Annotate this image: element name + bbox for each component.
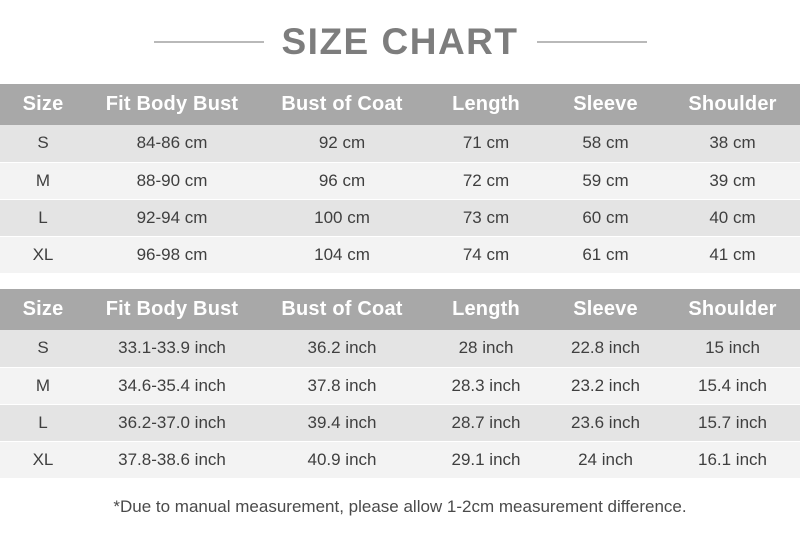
cell-length: 71 cm (426, 125, 546, 162)
table-row (0, 125, 800, 162)
cell-bust-of-coat: 36.2 inch (258, 330, 426, 367)
column-header-shoulder: Shoulder (665, 84, 800, 125)
measurement-footnote: *Due to manual measurement, please allow 1-2cm measurement difference. (113, 497, 687, 516)
cell-fit-body-bust: 36.2-37.0 inch (86, 404, 258, 441)
cell-sleeve: 23.2 inch (546, 367, 665, 404)
table-row (0, 367, 800, 404)
cell-size: L (0, 404, 86, 441)
table-row (0, 404, 800, 441)
cell-sleeve: 58 cm (546, 125, 665, 162)
column-header-fit-body-bust: Fit Body Bust (86, 289, 258, 330)
table-header-row (0, 289, 800, 330)
size-table-cm (0, 84, 800, 273)
cell-length: 28.7 inch (426, 404, 546, 441)
column-header-bust-of-coat: Bust of Coat (258, 289, 426, 330)
cell-bust-of-coat: 100 cm (258, 199, 426, 236)
page-title-row (0, 0, 800, 84)
title-rule-right (537, 41, 647, 43)
size-table-cm-head (0, 84, 800, 125)
cell-size: L (0, 199, 86, 236)
cell-bust-of-coat: 96 cm (258, 162, 426, 199)
cell-shoulder: 15.4 inch (665, 367, 800, 404)
cell-size: S (0, 330, 86, 367)
size-table-inch-body (0, 330, 800, 478)
cell-size: M (0, 367, 86, 404)
table-header-row (0, 84, 800, 125)
cell-shoulder: 15.7 inch (665, 404, 800, 441)
cell-size: XL (0, 236, 86, 273)
cell-fit-body-bust: 96-98 cm (86, 236, 258, 273)
column-header-length: Length (426, 84, 546, 125)
table-row (0, 162, 800, 199)
page-title: SIZE CHART (281, 21, 519, 62)
cell-shoulder: 40 cm (665, 199, 800, 236)
cell-length: 28 inch (426, 330, 546, 367)
column-header-shoulder: Shoulder (665, 289, 800, 330)
size-table-inch-block (0, 289, 800, 478)
cell-sleeve: 22.8 inch (546, 330, 665, 367)
cell-fit-body-bust: 84-86 cm (86, 125, 258, 162)
cell-length: 29.1 inch (426, 441, 546, 478)
cell-bust-of-coat: 104 cm (258, 236, 426, 273)
cell-sleeve: 24 inch (546, 441, 665, 478)
column-header-bust-of-coat: Bust of Coat (258, 84, 426, 125)
cell-fit-body-bust: 37.8-38.6 inch (86, 441, 258, 478)
cell-sleeve: 60 cm (546, 199, 665, 236)
size-table-inch (0, 289, 800, 478)
cell-sleeve: 59 cm (546, 162, 665, 199)
cell-bust-of-coat: 92 cm (258, 125, 426, 162)
column-header-size: Size (0, 289, 86, 330)
cell-fit-body-bust: 88-90 cm (86, 162, 258, 199)
cell-size: S (0, 125, 86, 162)
column-header-length: Length (426, 289, 546, 330)
table-row (0, 199, 800, 236)
column-header-sleeve: Sleeve (546, 84, 665, 125)
size-table-cm-body (0, 125, 800, 273)
cell-shoulder: 16.1 inch (665, 441, 800, 478)
column-header-fit-body-bust: Fit Body Bust (86, 84, 258, 125)
cell-length: 28.3 inch (426, 367, 546, 404)
cell-shoulder: 38 cm (665, 125, 800, 162)
size-table-inch-head (0, 289, 800, 330)
cell-bust-of-coat: 37.8 inch (258, 367, 426, 404)
cell-size: M (0, 162, 86, 199)
cell-length: 72 cm (426, 162, 546, 199)
cell-size: XL (0, 441, 86, 478)
title-rule-left (154, 41, 264, 43)
size-table-cm-block (0, 84, 800, 273)
table-row (0, 236, 800, 273)
cell-bust-of-coat: 40.9 inch (258, 441, 426, 478)
cell-fit-body-bust: 34.6-35.4 inch (86, 367, 258, 404)
cell-shoulder: 39 cm (665, 162, 800, 199)
column-header-sleeve: Sleeve (546, 289, 665, 330)
cell-sleeve: 61 cm (546, 236, 665, 273)
cell-fit-body-bust: 92-94 cm (86, 199, 258, 236)
table-separator (0, 273, 800, 289)
cell-length: 74 cm (426, 236, 546, 273)
table-row (0, 330, 800, 367)
cell-shoulder: 15 inch (665, 330, 800, 367)
cell-bust-of-coat: 39.4 inch (258, 404, 426, 441)
cell-shoulder: 41 cm (665, 236, 800, 273)
cell-fit-body-bust: 33.1-33.9 inch (86, 330, 258, 367)
cell-length: 73 cm (426, 199, 546, 236)
table-row (0, 441, 800, 478)
column-header-size: Size (0, 84, 86, 125)
cell-sleeve: 23.6 inch (546, 404, 665, 441)
